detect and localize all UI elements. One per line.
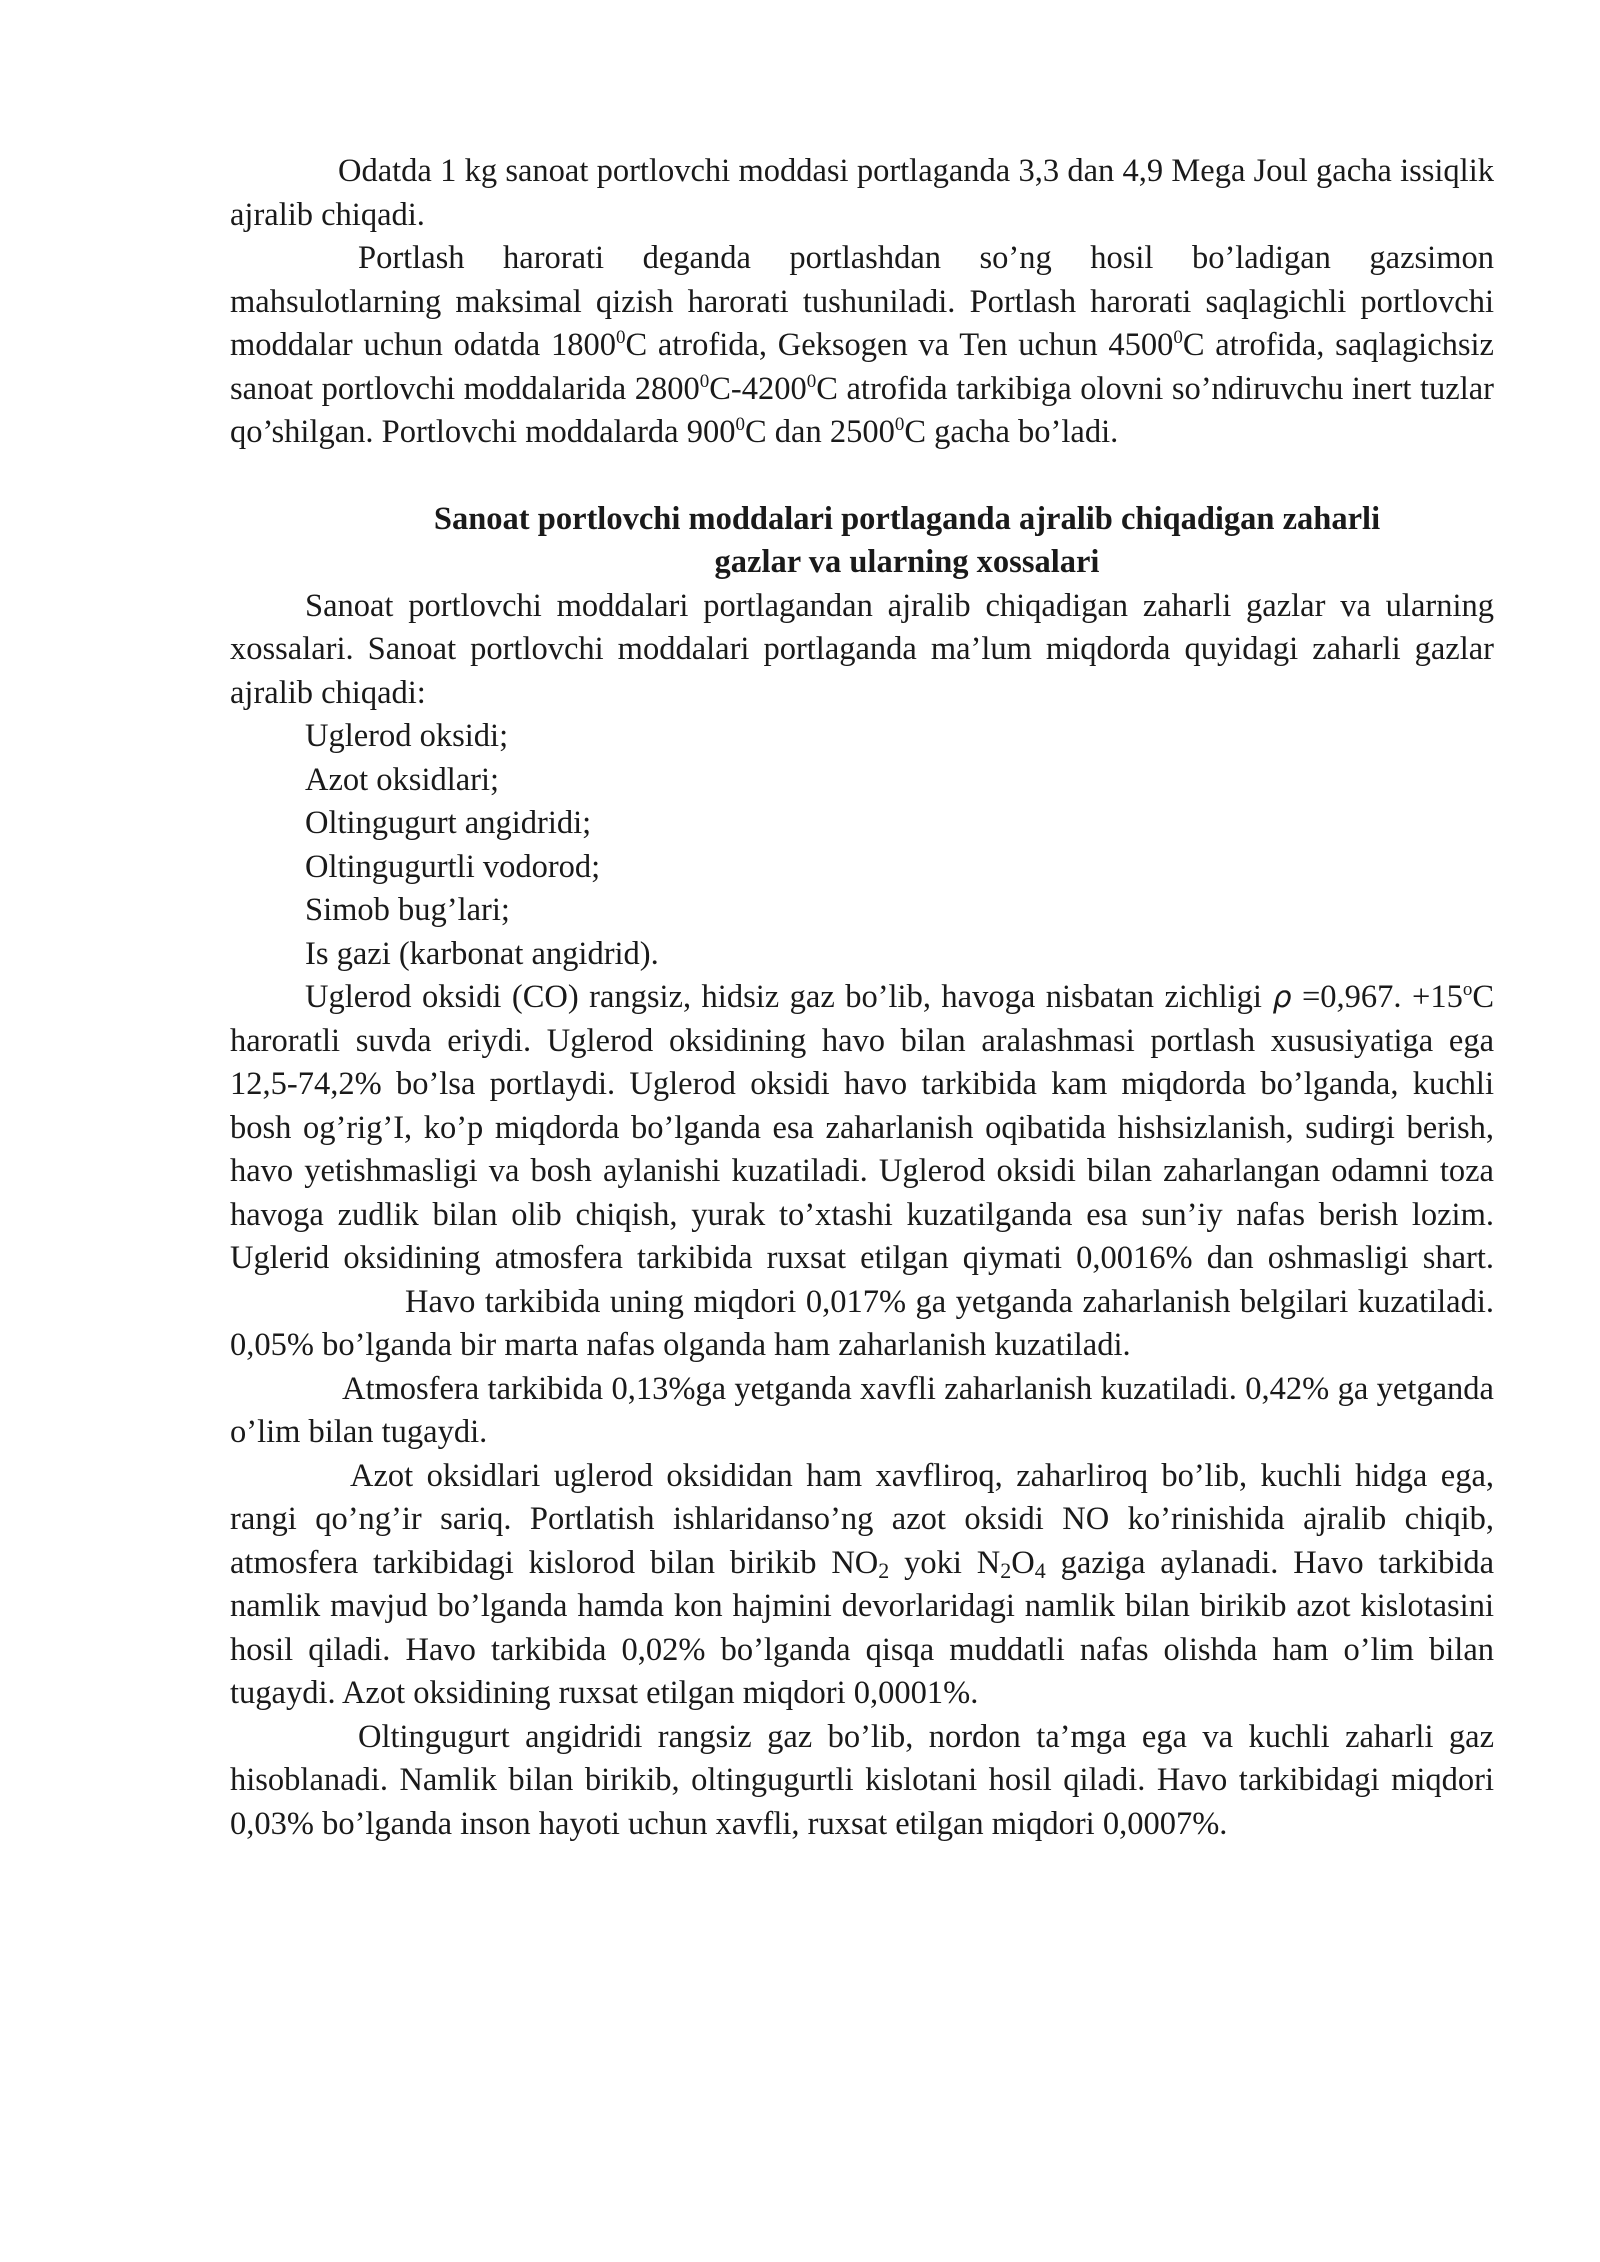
paragraph-toxic-gases-intro <box>230 585 1494 716</box>
text-run: O <box>1011 1544 1035 1581</box>
degree-superscript: 0 <box>615 327 626 348</box>
text-run: C atrofida, Geksogen va Ten uchun 4500 <box>625 327 1174 363</box>
subscript: 2 <box>1000 1557 1012 1583</box>
text-run: Havo tarkibida uning miqdori 0,017% ga yetganda zaharlanish belgilari kuzatiladi. 0,05% bo’lganda bir marta nafas olganda ham zaharlanish kuzatiladi. <box>230 1283 1494 1363</box>
heading-line-2: gazlar va ularning xossalari <box>714 544 1100 580</box>
text-run: Azot oksidlari uglerod oksididan ham xavfliroq, zaharliroq bo’lib, kuchli hidga ega, rangi qo’ng’ir sariq. Portlatish ishlaridanso’ng azot oksidi NO ko’rinishida ajralib chiqib, atmosfera tarkibidagi kislorod bilan birikib NO <box>230 1457 1494 1581</box>
list-item: Oltingugurt angidridi; <box>305 805 592 841</box>
degree-superscript: 0 <box>1173 327 1183 348</box>
text-run: C dan 2500 <box>744 414 895 450</box>
degree-superscript: o <box>1462 979 1473 1000</box>
paragraph-text: Odatda 1 kg sanoat portlovchi moddasi portlaganda 3,3 dan 4,9 Mega Joul gacha issiqlik ajralib chiqadi. <box>230 153 1494 233</box>
paragraph-text: Sanoat portlovchi moddalari portlagandan ajralib chiqadigan zaharli gazlar va ularning xossalari. Sanoat portlovchi moddalari portlaganda ma’lum miqdorda quyidagi zaharli gazlar ajralib chiqadi: <box>230 587 1494 711</box>
text-run: C haroratli suvda eriydi. Uglerod oksidining havo bilan aralashmasi portlash xususiyatiga ega 12,5-74,2% bo’lsa portlaydi. Uglerod oksidi havo tarkibida kam miqdorda bo’lganda, kuchli bosh og’rig’I, ko’p miqdorda bo’lganda esa zaharlanish oqibatida hishsizlanish, sudirgi berish, havo yetishmasligi va bosh aylanishi kuzatiladi. Uglerod oksidi bilan zaharlangan odamni toza havoga zudlik bilan olib chiqish, yurak to’xtashi kuzatilganda esa sun’iy nafas berish lozim. Uglerid oksidining atmosfera tarkibida ruxsat etilgan qiymati 0,0016% dan oshmasligi shart. <box>230 979 1495 1276</box>
toxic-gas-list <box>230 715 1494 976</box>
text-run: =0,967. +15 <box>1301 979 1463 1015</box>
rho-symbol: ρ <box>1272 980 1292 1015</box>
paragraph-atmosphere-levels <box>230 1368 1494 1455</box>
list-item: Uglerod oksidi; <box>305 718 509 754</box>
degree-superscript: 0 <box>894 414 905 435</box>
list-item: Simob bug’lari; <box>305 892 510 928</box>
heading-line-1: Sanoat portlovchi moddalari portlaganda ajralib chiqadigan zaharli <box>433 500 1381 537</box>
text-run: C atrofida tarkibiga olovni so’ndiruvchu inert tuzlar qo’shilgan. Portlovchi moddalarda 900 <box>230 370 1494 450</box>
paragraph-nitrogen-oxides <box>230 1455 1494 1716</box>
paragraph-explosion-heat <box>230 150 1494 237</box>
text-run: C gacha bo’ladi. <box>904 414 1119 450</box>
paragraph-carbon-monoxide <box>230 976 1494 1368</box>
list-item: Azot oksidlari; <box>305 761 500 798</box>
text-run: C-4200 <box>709 370 807 407</box>
subscript: 4 <box>1034 1557 1046 1583</box>
paragraph-text: Atmosfera tarkibida 0,13%ga yetganda xavfli zaharlanish kuzatiladi. 0,42% ga yetganda o’lim bilan tugaydi. <box>230 1370 1494 1450</box>
degree-superscript: 0 <box>699 370 710 392</box>
text-run: C atrofida, saqlagichsiz sanoat portlovchi moddalarida 2800 <box>230 327 1494 407</box>
text-run: Uglerod oksidi (CO) rangsiz, hidsiz gaz bo’lib, havoga nisbatan zichligi <box>305 979 1262 1015</box>
list-item: Is gazi (karbonat angidrid). <box>305 935 659 972</box>
paragraph-explosion-temperature <box>230 237 1494 455</box>
subscript: 2 <box>878 1557 890 1583</box>
list-item: Oltingugurtli vodorod; <box>305 848 601 885</box>
text-run: Portlash harorati deganda portlashdan so’ng hosil bo’ladigan gazsimon mahsulotlarning maksimal qizish harorati tushuniladi. Portlash harorati saqlagichli portlovchi moddalar uchun odatda 1800 <box>230 240 1494 363</box>
paragraph-sulfur-dioxide <box>230 1716 1494 1847</box>
section-heading <box>230 498 1494 585</box>
text-run: yoki N <box>904 1544 1001 1581</box>
degree-superscript: 0 <box>806 370 817 392</box>
degree-superscript: 0 <box>735 414 745 435</box>
paragraph-text: Oltingugurt angidridi rangsiz gaz bo’lib, nordon ta’mga ega va kuchli zaharli gaz hisoblanadi. Namlik bilan birikib, oltingugurtli kislotani hosil qiladi. Havo tarkibidagi miqdori 0,03% bo’lganda inson hayoti uchun xavfli, ruxsat etilgan miqdori 0,0007%. <box>230 1718 1494 1842</box>
text-run: gaziga aylanadi. Havo tarkibida namlik mavjud bo’lganda hamda kon hajmini devorlaridagi namlik bilan birikib azot kislotasini hosil qiladi. Havo tarkibida 0,02% bo’lganda qisqa muddatli nafas olishda ham o’lim bilan tugaydi. Azot oksidining ruxsat etilgan miqdori 0,0001%. <box>230 1544 1495 1711</box>
